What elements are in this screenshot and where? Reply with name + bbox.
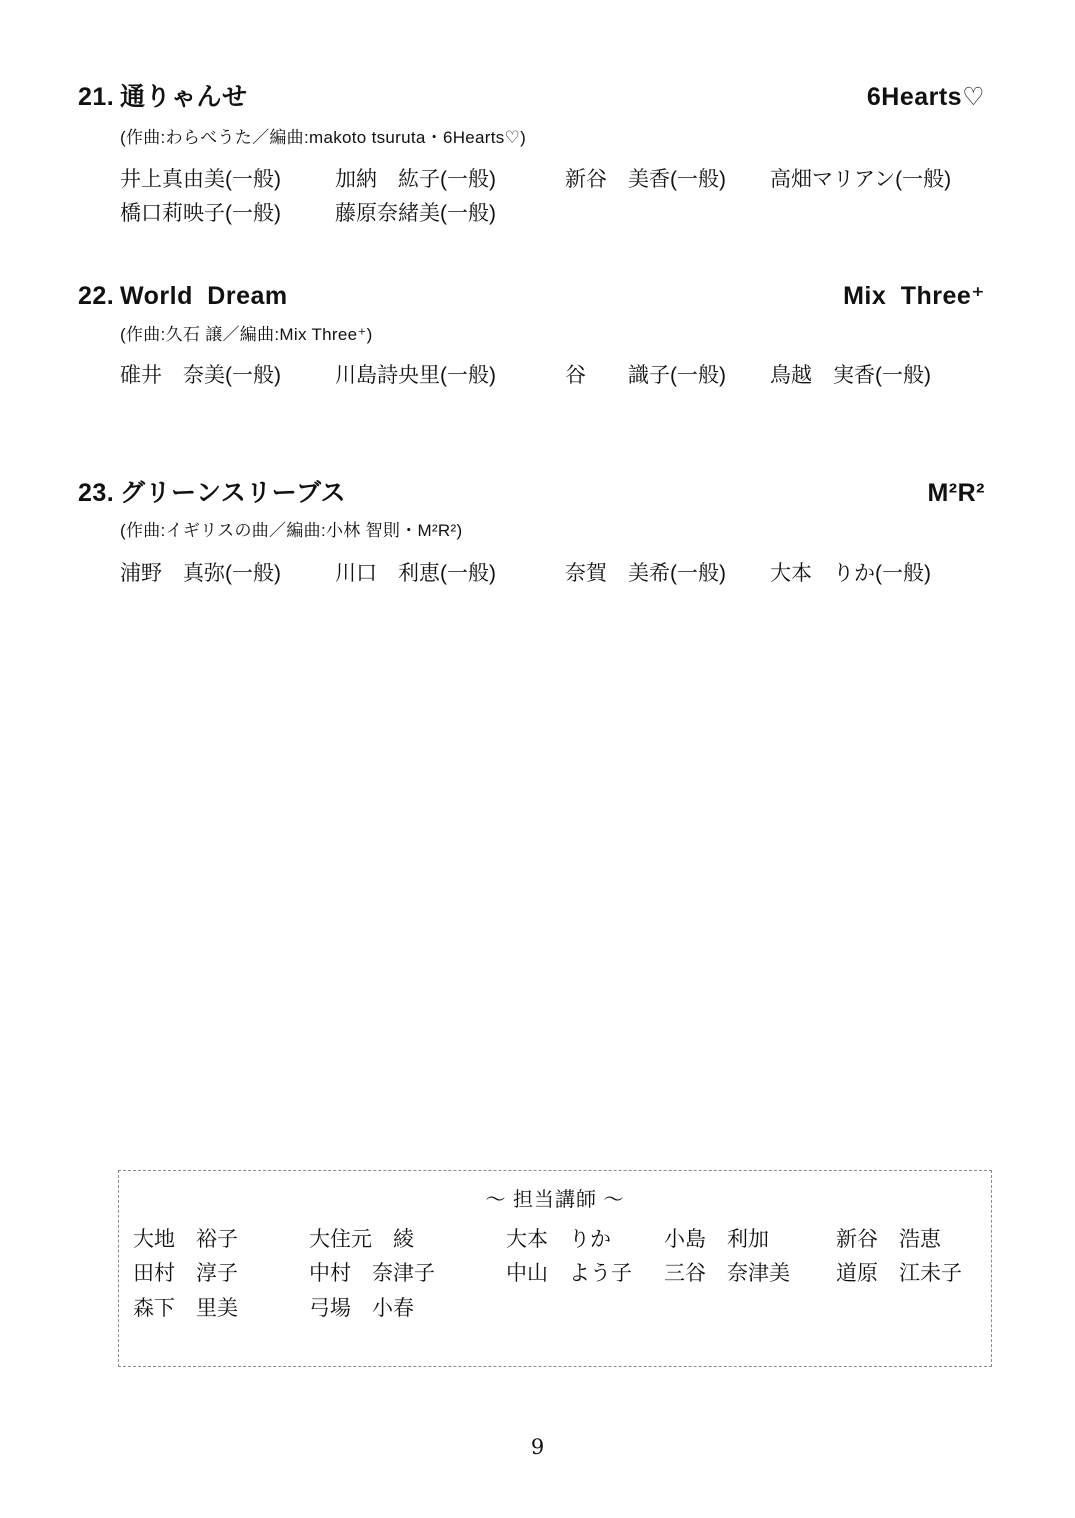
song-section-22 [0, 281, 1075, 393]
performer-list [120, 163, 1075, 231]
instructors-box [118, 1170, 992, 1367]
performer-name: 新谷 美香(一般) [565, 168, 726, 191]
performer-name: 奈賀 美希(一般) [565, 562, 726, 585]
performing-group: M²R² [927, 479, 985, 507]
performer-name: 大本 りか(一般) [770, 562, 931, 585]
song-header [0, 82, 1075, 112]
performer-row [120, 557, 1075, 591]
instructor-name: 田村 淳子 [133, 1262, 238, 1285]
song-title: World Dream [120, 282, 288, 310]
song-number: 21. [78, 83, 115, 111]
performer-row [120, 163, 1075, 197]
instructors-title: ～ 担当講師 ～ [485, 1189, 625, 1211]
performer-name: 川島詩央里(一般) [335, 364, 496, 387]
performer-name: 浦野 真弥(一般) [120, 562, 281, 585]
composer-arranger-credit: (作曲:久石 譲／編曲:Mix Three⁺) [120, 325, 373, 344]
instructor-row [119, 1223, 991, 1257]
performer-row [120, 359, 1075, 393]
composer-arranger-credit: (作曲:イギリスの曲／編曲:小林 智則・M²R²) [120, 521, 463, 540]
performer-name: 川口 利恵(一般) [335, 562, 496, 585]
instructor-name: 大地 裕子 [133, 1228, 238, 1251]
performer-list [120, 557, 1075, 591]
instructor-name: 大住元 綾 [309, 1228, 414, 1251]
song-title: グリーンスリーブス [120, 479, 347, 507]
instructor-name: 中山 よう子 [506, 1262, 632, 1285]
performer-name: 碓井 奈美(一般) [120, 364, 281, 387]
instructor-name: 道原 江未子 [836, 1262, 962, 1285]
performer-name: 鳥越 実香(一般) [770, 364, 931, 387]
song-header [0, 281, 1075, 311]
song-section-21 [0, 82, 1075, 231]
performer-name: 加納 紘子(一般) [335, 168, 496, 191]
instructor-name: 三谷 奈津美 [664, 1262, 790, 1285]
instructor-row [119, 1292, 991, 1326]
performing-group: 6Hearts♡ [866, 83, 985, 111]
instructor-name: 弓場 小春 [309, 1297, 414, 1320]
performer-name: 高畑マリアン(一般) [770, 168, 952, 191]
performing-group: Mix Three⁺ [843, 282, 985, 310]
song-section-23 [0, 478, 1075, 591]
instructor-name: 小島 利加 [664, 1228, 769, 1251]
song-title: 通りゃんせ [120, 83, 248, 111]
performer-list [120, 359, 1075, 393]
instructor-name: 中村 奈津子 [309, 1262, 435, 1285]
song-number: 22. [78, 282, 115, 310]
performer-name: 藤原奈緒美(一般) [335, 202, 496, 225]
instructor-name: 新谷 浩恵 [836, 1228, 941, 1251]
song-number: 23. [78, 479, 115, 507]
instructor-name: 大本 りか [506, 1228, 611, 1251]
performer-name: 井上真由美(一般) [120, 168, 281, 191]
page-number: 9 [530, 1435, 545, 1459]
instructor-row [119, 1257, 991, 1291]
instructor-name: 森下 里美 [133, 1297, 238, 1320]
performer-name: 橋口莉映子(一般) [120, 202, 281, 225]
composer-arranger-credit: (作曲:わらべうた／編曲:makoto tsuruta・6Hearts♡) [120, 128, 527, 147]
performer-name: 谷 識子(一般) [565, 364, 726, 387]
song-header [0, 478, 1075, 508]
performer-row [120, 197, 1075, 231]
